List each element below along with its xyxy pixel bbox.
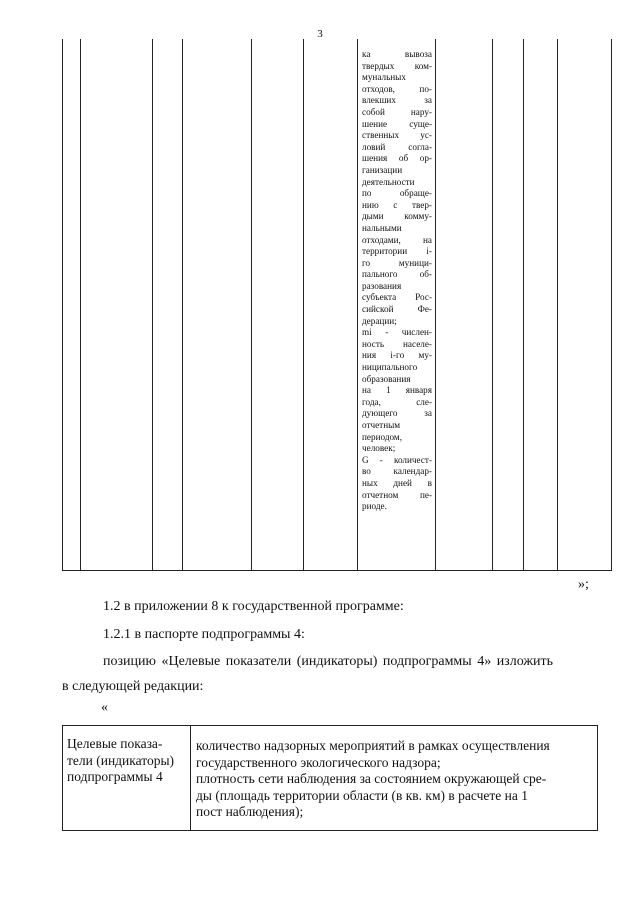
page-number: 3 bbox=[317, 28, 323, 40]
paragraph-edition: в следующей редакции: bbox=[62, 679, 204, 694]
opening-quote: « bbox=[101, 700, 108, 715]
note-line: ния i-го му- bbox=[362, 350, 432, 361]
label-line: подпрограммы 4 bbox=[67, 769, 163, 784]
note-line: шения об ор- bbox=[362, 153, 432, 164]
note-line: отчетном пе- bbox=[362, 489, 432, 500]
formula-notes-cell bbox=[362, 49, 432, 513]
label-line: тели (индикаторы) bbox=[67, 752, 175, 768]
note-line: ственных ус- bbox=[362, 130, 432, 141]
table-column-divider bbox=[80, 39, 81, 570]
note-line: ка вывоза bbox=[362, 49, 432, 59]
note-line: мунальных bbox=[362, 72, 406, 83]
note-line: го муници- bbox=[362, 257, 432, 268]
note-line: нальными bbox=[362, 222, 402, 233]
note-line: пального об- bbox=[362, 269, 432, 280]
note-line: отходами, на bbox=[362, 234, 432, 245]
note-line: ность населе- bbox=[362, 338, 432, 349]
paragraph-position: позицию «Целевые показатели (индикаторы) подпрограммы 4» изложить bbox=[103, 654, 554, 669]
table-column-divider bbox=[492, 39, 493, 570]
note-line: человек; bbox=[362, 443, 396, 454]
note-line: дыми комму- bbox=[362, 211, 432, 222]
note-line: mi - числен- bbox=[362, 327, 432, 338]
note-line: образования bbox=[362, 373, 411, 384]
note-line: ловий согла- bbox=[362, 141, 432, 152]
table-column-divider bbox=[152, 39, 153, 570]
note-line: твердых ком- bbox=[362, 60, 432, 71]
indicators-label-cell bbox=[67, 736, 187, 786]
note-line: деятельности bbox=[362, 176, 415, 187]
table-column-divider bbox=[182, 39, 183, 570]
paragraph-1-2-1: 1.2.1 в паспорте подпрограммы 4: bbox=[103, 627, 305, 642]
indicators-value-cell bbox=[196, 738, 594, 821]
table-column-divider bbox=[303, 39, 304, 570]
note-line: на 1 января bbox=[362, 385, 432, 396]
value-line: количество надзорных мероприятий в рамках осуществления bbox=[196, 738, 550, 753]
note-line: дующего за bbox=[362, 408, 432, 419]
note-line: шение суще- bbox=[362, 118, 432, 129]
note-line: риоде. bbox=[362, 501, 387, 512]
note-line: дерации; bbox=[362, 315, 397, 326]
table-column-divider bbox=[557, 39, 558, 570]
table-column-divider bbox=[357, 39, 358, 570]
table-column-divider bbox=[251, 39, 252, 570]
table-column-divider bbox=[523, 39, 524, 570]
note-line: нию с твер- bbox=[362, 199, 432, 210]
value-line: пост наблюдения); bbox=[196, 804, 304, 819]
paragraph-1-2: 1.2 в приложении 8 к государственной программе: bbox=[103, 599, 404, 614]
note-line: собой нару- bbox=[362, 106, 432, 117]
note-line: сийской Фе- bbox=[362, 304, 432, 315]
note-line: субъекта Рос- bbox=[362, 292, 432, 303]
note-line: территории i- bbox=[362, 246, 432, 257]
note-line: года, сле- bbox=[362, 396, 432, 407]
note-line: по обраще- bbox=[362, 188, 432, 199]
table-column-divider bbox=[435, 39, 436, 570]
note-line: периодом, bbox=[362, 431, 403, 442]
closing-quote: »; bbox=[578, 577, 589, 592]
table-column-divider bbox=[190, 726, 191, 830]
label-line: Целевые показа- bbox=[67, 736, 163, 751]
note-line: влекших за bbox=[362, 95, 432, 106]
indicators-table bbox=[62, 725, 598, 831]
note-line: отчетным bbox=[362, 420, 401, 430]
note-line: ных дней в bbox=[362, 477, 432, 488]
value-line: государственного экологического надзора; bbox=[196, 754, 441, 770]
value-line: ды (площадь территории области (в кв. км) в расчете на 1 bbox=[196, 787, 528, 803]
note-line: ниципального bbox=[362, 362, 418, 373]
value-line: плотность сети наблюдения за состоянием окружающей сре- bbox=[196, 771, 547, 786]
note-line: G - количест- bbox=[362, 454, 432, 465]
note-line: разования bbox=[362, 280, 402, 291]
note-line: отходов, по- bbox=[362, 83, 432, 94]
note-line: ганизации bbox=[362, 164, 403, 175]
continued-table bbox=[62, 39, 612, 571]
note-line: во календар- bbox=[362, 466, 432, 477]
